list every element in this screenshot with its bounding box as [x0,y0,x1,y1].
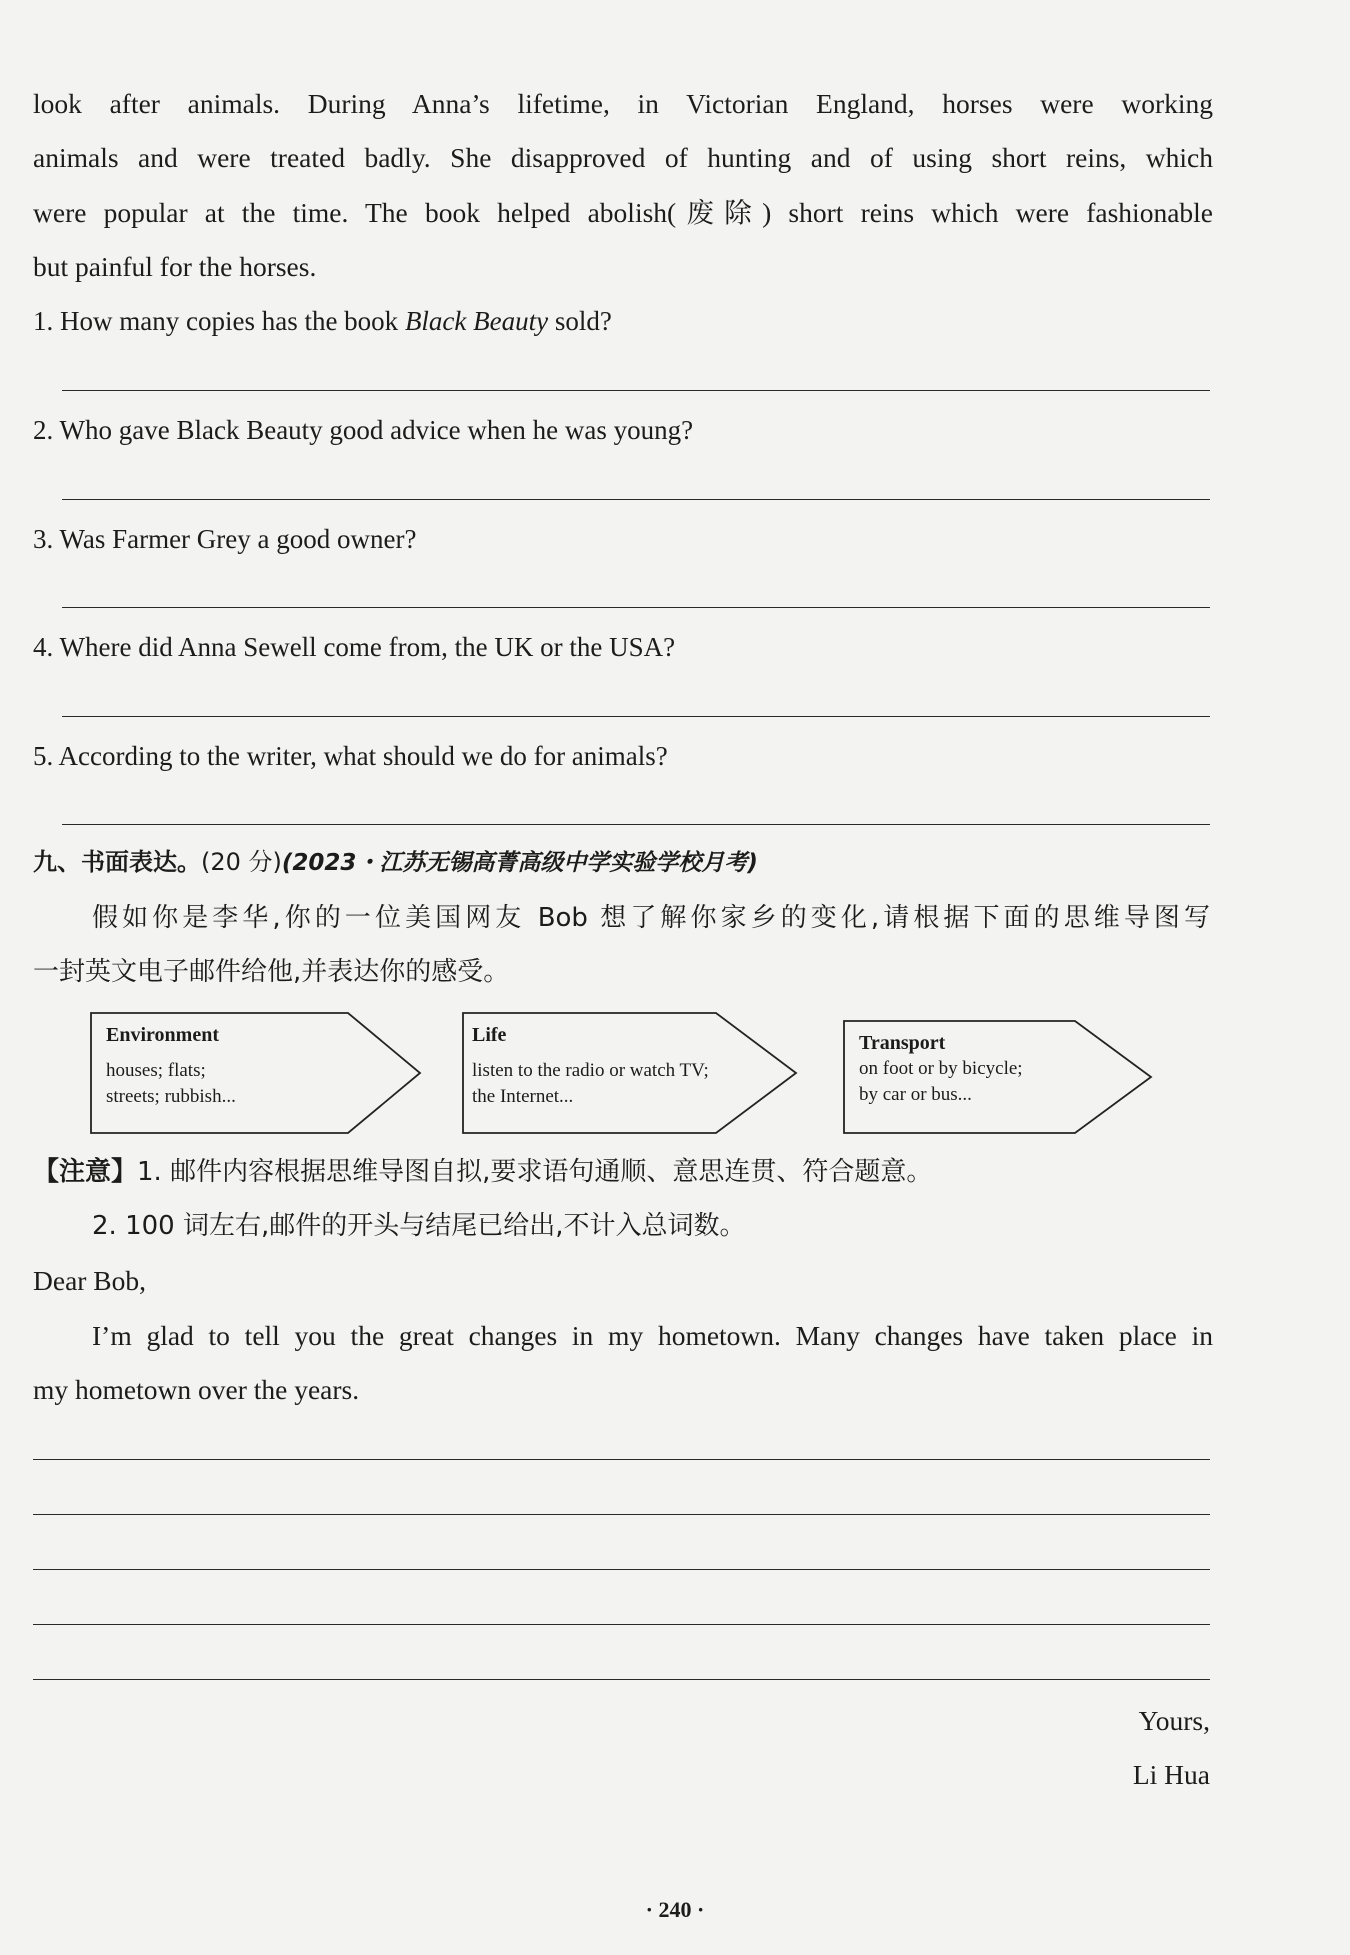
letter-signature: Li Hua [1132,1759,1210,1790]
section-source: (2023・江苏无锡高菁高级中学实验学校月考) [281,850,758,876]
question-3 [33,521,416,557]
passage-line-1: look after animals. During Anna’s lifetime, in Victorian England, horses were working [33,88,1213,119]
mind-map-item: the Internet... [472,1086,574,1107]
question-number: 5. [33,741,54,771]
letter-greeting: Dear Bob, [33,1265,147,1296]
answer-line-2[interactable] [62,499,1210,500]
question-text: Was Farmer Grey a good owner? [59,524,417,554]
mind-map-item: listen to the radio or watch TV; [472,1060,709,1081]
question-number: 1. [33,306,54,336]
note-2: 2. 100 词左右,邮件的开头与结尾已给出,不计入总词数。 [92,1211,746,1241]
writing-line-4[interactable] [33,1624,1210,1625]
question-4 [33,629,675,665]
section-score: (20 分) [201,848,282,876]
mind-map-environment [90,1012,422,1134]
mind-map-title: Life [472,1024,507,1046]
mind-map-title: Transport [859,1032,946,1054]
answer-line-5[interactable] [62,824,1210,825]
question-1 [33,303,612,339]
passage-line-3: were popular at the time. The book helped abolish(废除) short reins which were fashionable [33,197,1213,228]
letter-opening-line-2: my hometown over the years. [33,1374,360,1405]
mind-map-transport [843,1020,1153,1134]
page-number: · 240 · [645,1897,705,1922]
question-text: According to the writer, what should we do for animals? [58,741,668,771]
mind-map-title: Environment [106,1024,219,1046]
note-text: 1. 邮件内容根据思维导图自拟,要求语句通顺、意思连贯、符合题意。 [137,1157,933,1187]
mind-map-item: by car or bus... [859,1084,972,1105]
writing-line-3[interactable] [33,1569,1210,1570]
passage-line-2: animals and were treated badly. She disapproved of hunting and of using short reins, which [33,142,1213,173]
mind-map-item: houses; flats; [106,1060,206,1081]
question-text: Where did Anna Sewell come from, the UK or the USA? [59,632,676,662]
question-5 [33,738,668,774]
mind-map-item: streets; rubbish... [106,1086,236,1107]
question-text: How many copies has the book [60,306,405,336]
question-2 [33,412,693,448]
section-title: 九、书面表达。 [33,848,201,876]
section-heading [33,844,758,881]
writing-line-2[interactable] [33,1514,1210,1515]
answer-line-3[interactable] [62,607,1210,608]
book-title: Black Beauty [404,306,549,336]
mind-map-life [462,1012,798,1134]
mind-map-item: on foot or by bicycle; [859,1058,1023,1079]
passage-line-4: but painful for the horses. [33,251,317,282]
letter-closing: Yours, [1138,1705,1210,1736]
note-1 [33,1154,932,1190]
note-label: 【注意】 [33,1157,138,1187]
question-text: Who gave Black Beauty good advice when he was young? [59,415,694,445]
question-number: 3. [33,524,54,554]
writing-line-1[interactable] [33,1459,1210,1460]
question-number: 2. [33,415,54,445]
answer-line-4[interactable] [62,716,1210,717]
writing-line-5[interactable] [33,1679,1210,1680]
prompt-line-2: 一封英文电子邮件给他,并表达你的感受。 [33,957,510,987]
prompt-line-1: 假如你是李华,你的一位美国网友 Bob 想了解你家乡的变化,请根据下面的思维导图写 [92,903,1210,933]
question-text-end: sold? [548,306,612,336]
question-number: 4. [33,632,54,662]
letter-opening-line-1: I’m glad to tell you the great changes in my hometown. Many changes have taken place in [92,1320,1213,1351]
answer-line-1[interactable] [62,390,1210,391]
